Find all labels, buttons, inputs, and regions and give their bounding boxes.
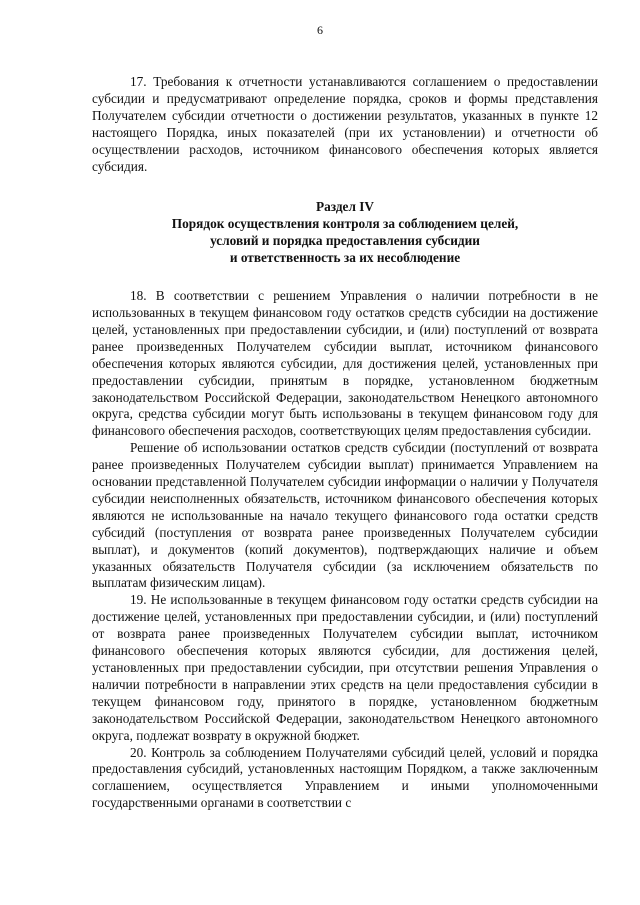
document-body <box>92 74 598 812</box>
section-title-line-3: и ответственность за их несоблюдение <box>229 250 461 266</box>
section-title-line-1: Порядок осуществления контроля за соблюдением целей, <box>171 216 519 232</box>
section-title-line-2: условий и порядка предоставления субсидии <box>210 233 480 249</box>
page-number: 6 <box>317 23 323 37</box>
section-heading <box>92 199 598 267</box>
section-number: Раздел IV <box>315 199 375 215</box>
paragraph-19: 19. Не использованные в текущем финансовом году остатки средств субсидии на достижение целей, установленных при предоставлении субсидии, и (или) поступлений от возврата ранее произведенных Получателем субсидии выплат, источником финансового обеспечения которых являются субсидии, для достижения целей, установленных при предоставлении субсидии, при отсутствии решения Управления о наличии потребности в направлении этих средств на цели предоставления субсидии в текущем финансовом году, принятого в порядке, установленном бюджетным законодательством Российской Федерации, законодательством Ненецкого автономного округа, подлежат возврату в окружной бюджет. <box>92 592 598 743</box>
paragraph-18-decision: Решение об использовании остатков средств субсидии (поступлений от возврата ранее произведенных Получателем субсидии выплат) принимается Управлением на основании представленной Получателем субсидии информации о наличии у Получателя субсидии неисполненных обязательств, источником финансового обеспечения которых являются не использованные на начало текущего финансового года остатки средств субсидий (поступления от возврата ранее произведенных Получателем субсидии выплат), и документов (копий документов), подтверждающих наличие и объем указанных обязательств Получателя субсидии (за исключением обязательств по выплатам физическим лицам). <box>92 440 598 591</box>
paragraph-20: 20. Контроль за соблюдением Получателями субсидий целей, условий и порядка предоставления субсидий, установленных настоящим Порядком, а также заключенным соглашением, осуществляется Управлением и иными уполномоченными государственными органами в соответствии с <box>92 744 598 811</box>
paragraph-17: 17. Требования к отчетности устанавливаются соглашением о предоставлении субсидии и предусматривают определение порядка, сроков и формы представления Получателем субсидии отчетности о достижении результатов, указанных в пункте 12 настоящего Порядка, иных показателей (при их установлении) и отчетности об осуществлении расходов, источником финансового обеспечения которых является субсидия. <box>92 74 598 174</box>
paragraph-18: 18. В соответствии с решением Управления о наличии потребности в не использованных в текущем финансовом году остатков средств субсидии на достижение целей, установленных при предоставлении субсидии, и (или) поступлений от возврата ранее произведенных Получателем субсидии выплат, источником финансового обеспечения которых являются субсидии, для достижения целей, установленных при предоставлении субсидии, принятым в порядке, установленном бюджетным законодательством Российской Федерации, законодательством Ненецкого автономного округа, средства субсидии могут быть использованы в текущем финансовом году для финансового обеспечения расходов, соответствующих целям предоставления субсидии. <box>92 288 598 439</box>
